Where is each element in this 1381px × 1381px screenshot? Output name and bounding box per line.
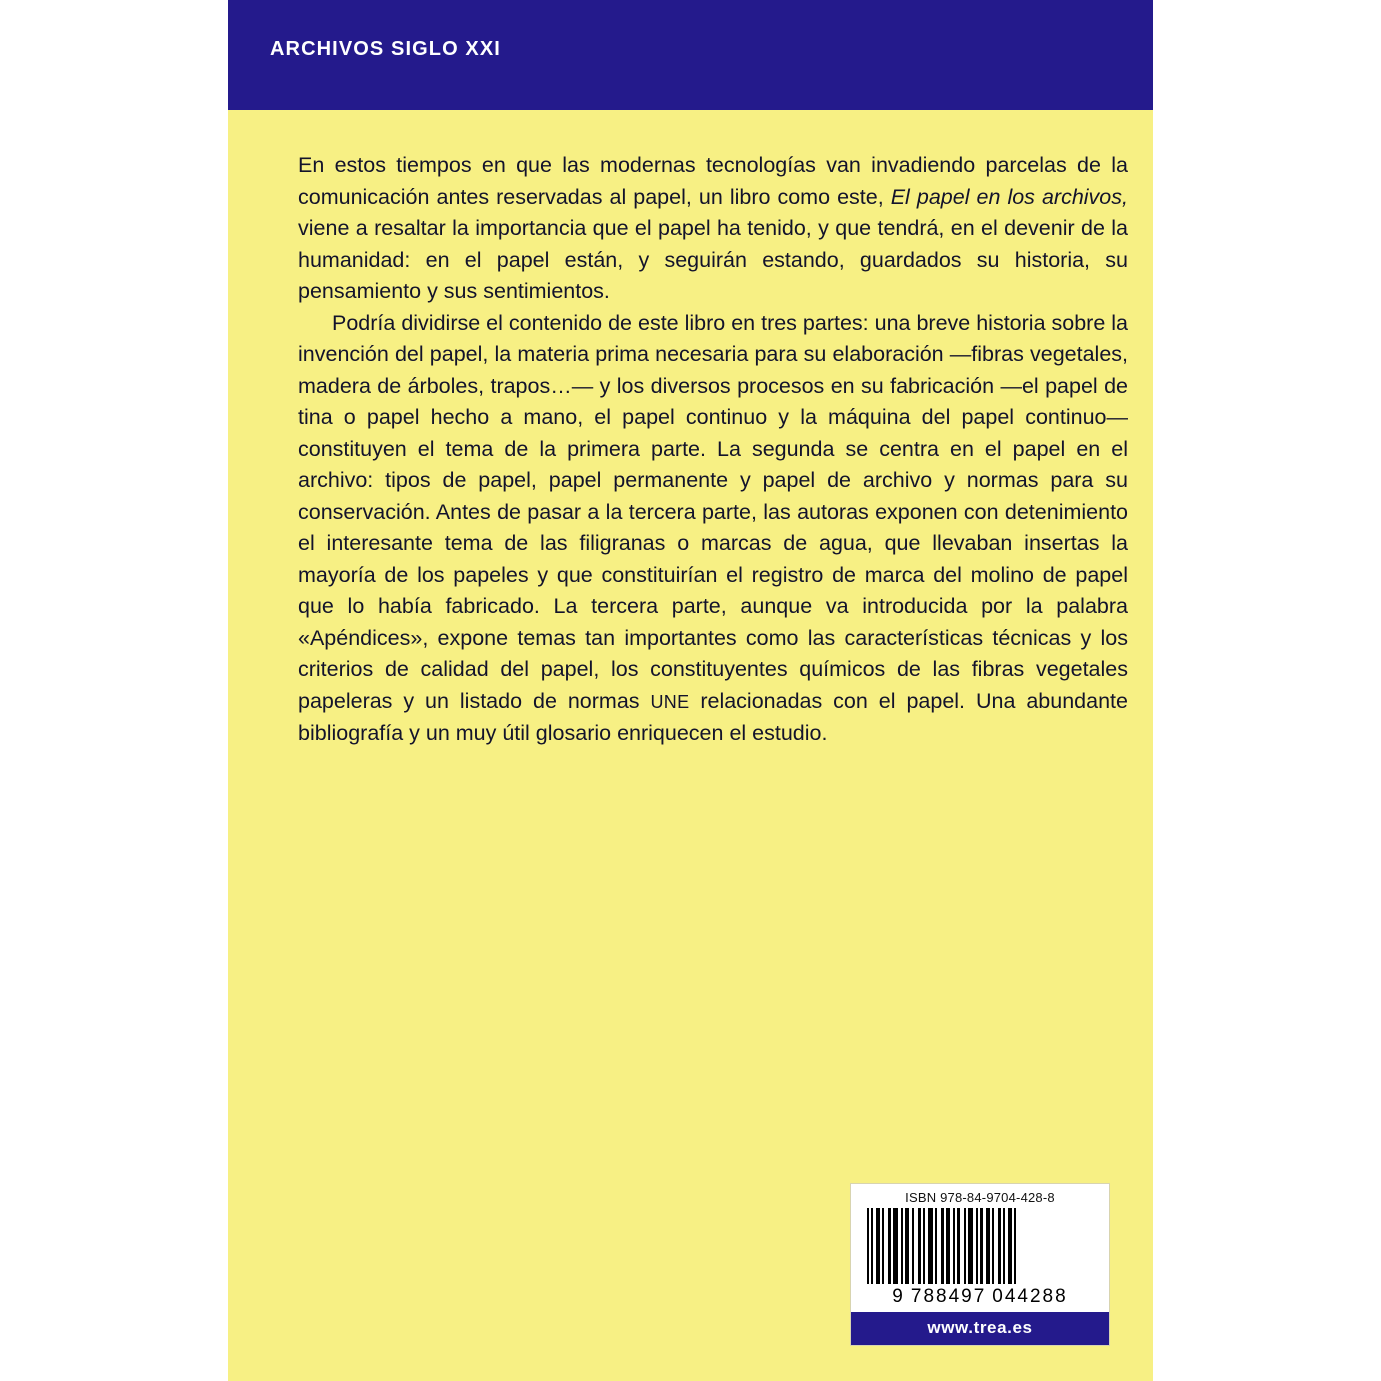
blurb-p2-acronym: UNE — [650, 691, 690, 712]
book-title-italic: El papel en los archivos, — [890, 184, 1128, 209]
cover-panel — [228, 0, 1153, 1381]
blurb-p2-segment-1: Podría dividirse el contenido de este libro en tres partes: una breve historia sobre la invención del papel, la materia prima necesaria para su elaboración —fibras vegetales, madera de árboles, trapos…— y los diversos procesos en su fabricación —el papel de tina o papel hecho a mano, el papel continuo y la máquina del papel continuo— constituyen el tema de la primera parte. La segunda se centra en el papel en el archivo: tipos de papel, papel permanente y papel de archivo y normas para su conservación. Antes de pasar a la tercera parte, las autoras exponen con detenimiento el interesante tema de las filigranas o marcas de agua, que llevaban insertas la mayoría de los papeles y que constituirían el registro de marca del molino de papel que lo había fabricado. La tercera parte, aunque va introducida por la palabra «Apéndices», expone temas tan importantes como las características técnicas y los criterios de calidad del papel, los constituyentes químicos de las fibras vegetales papeleras y un listado de normas — [298, 310, 1128, 713]
barcode-block — [850, 1183, 1110, 1346]
publisher-website[interactable]: www.trea.es — [851, 1312, 1109, 1345]
blurb-p1-segment-2: viene a resaltar la importancia que el papel ha tenido, y que tendrá, en el devenir de la humanidad: en el papel están, y seguirán estando, guardados su historia, su pensamiento y sus sentimientos. — [298, 216, 1128, 303]
blurb-text — [298, 150, 1128, 750]
blurb-p1-segment-1: En estos tiempos en que las modernas tecnologías van invadiendo parcelas de la comunicación antes reservadas al papel, un libro como este, — [298, 153, 1128, 209]
barcode-digit-group-3: 044288 — [992, 1286, 1068, 1307]
series-band — [228, 0, 1153, 110]
blurb-p2-segment-2: relacionadas con el papel. Una abundante bibliografía y un muy útil glosario enriquecen el estudio. — [298, 688, 1128, 745]
isbn-label: ISBN 978-84-9704-428-8 — [905, 1190, 1055, 1205]
barcode-bars — [867, 1208, 1093, 1284]
barcode-digits — [851, 1284, 1109, 1312]
series-title: ARCHIVOS SIGLO XXI — [270, 38, 501, 60]
barcode-digit-group-1: 9 — [892, 1286, 905, 1307]
blurb-paragraph-1 — [298, 150, 1128, 308]
barcode-digit-group-2: 788497 — [910, 1286, 987, 1307]
blurb-paragraph-2 — [298, 308, 1128, 750]
